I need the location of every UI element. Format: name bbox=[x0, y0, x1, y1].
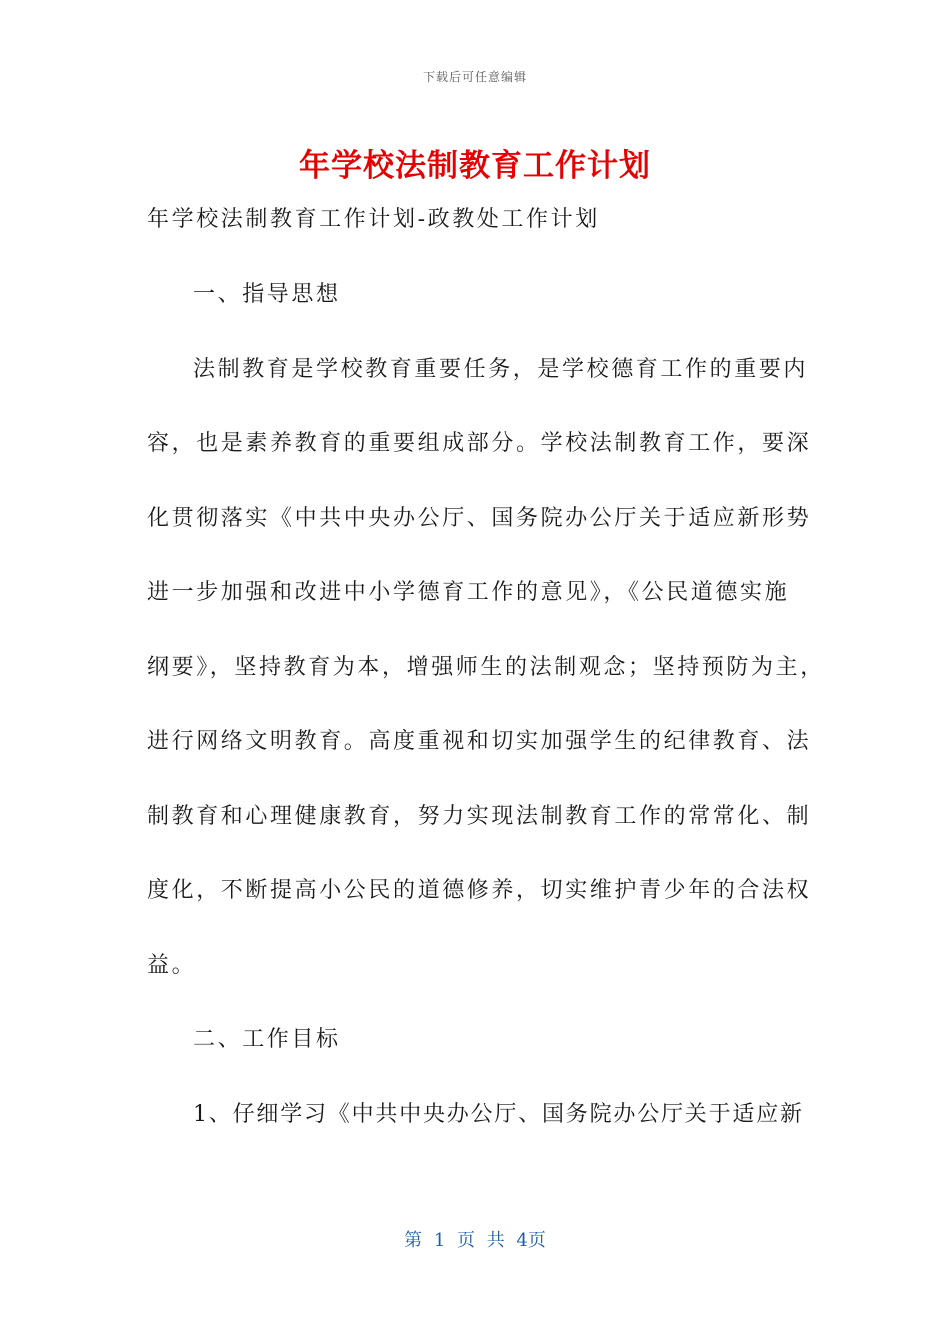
paragraph-line: 制教育和心理健康教育，努力实现法制教育工作的常常化、制 bbox=[147, 804, 812, 829]
list-item-line: 1、仔细学习《中共中央办公厅、国务院办公厅关于适应新 bbox=[193, 1102, 804, 1127]
paragraph-line: 进行网络文明教育。高度重视和切实加强学生的纪律教育、法 bbox=[147, 729, 812, 754]
paragraph-line: 法制教育是学校教育重要任务，是学校德育工作的重要内 bbox=[193, 357, 809, 382]
paragraph-line: 纲要》，坚持教育为本，增强师生的法制观念；坚持预防为主， bbox=[147, 655, 825, 680]
paragraph-line: 益。 bbox=[147, 953, 197, 978]
page-footer: 第 1 页 共 4页 bbox=[404, 1230, 546, 1251]
paragraph-line: 化贯彻落实《中共中央办公厅、国务院办公厅关于适应新形势 bbox=[147, 506, 812, 531]
section-heading-guiding-thought: 一、指导思想 bbox=[193, 282, 341, 307]
document-title: 年学校法制教育工作计划 bbox=[299, 148, 651, 184]
header-note: 下载后可任意编辑 bbox=[422, 70, 527, 84]
section-heading-work-goals: 二、工作目标 bbox=[193, 1027, 341, 1052]
paragraph-line: 容，也是素养教育的重要组成部分。学校法制教育工作，要深 bbox=[147, 431, 812, 456]
document-subtitle: 年学校法制教育工作计划-政教处工作计划 bbox=[147, 207, 600, 232]
paragraph-line: 进一步加强和改进中小学德育工作的意见》，《公民道德实施 bbox=[147, 580, 790, 605]
paragraph-line: 度化，不断提高小公民的道德修养，切实维护青少年的合法权 bbox=[147, 878, 812, 903]
